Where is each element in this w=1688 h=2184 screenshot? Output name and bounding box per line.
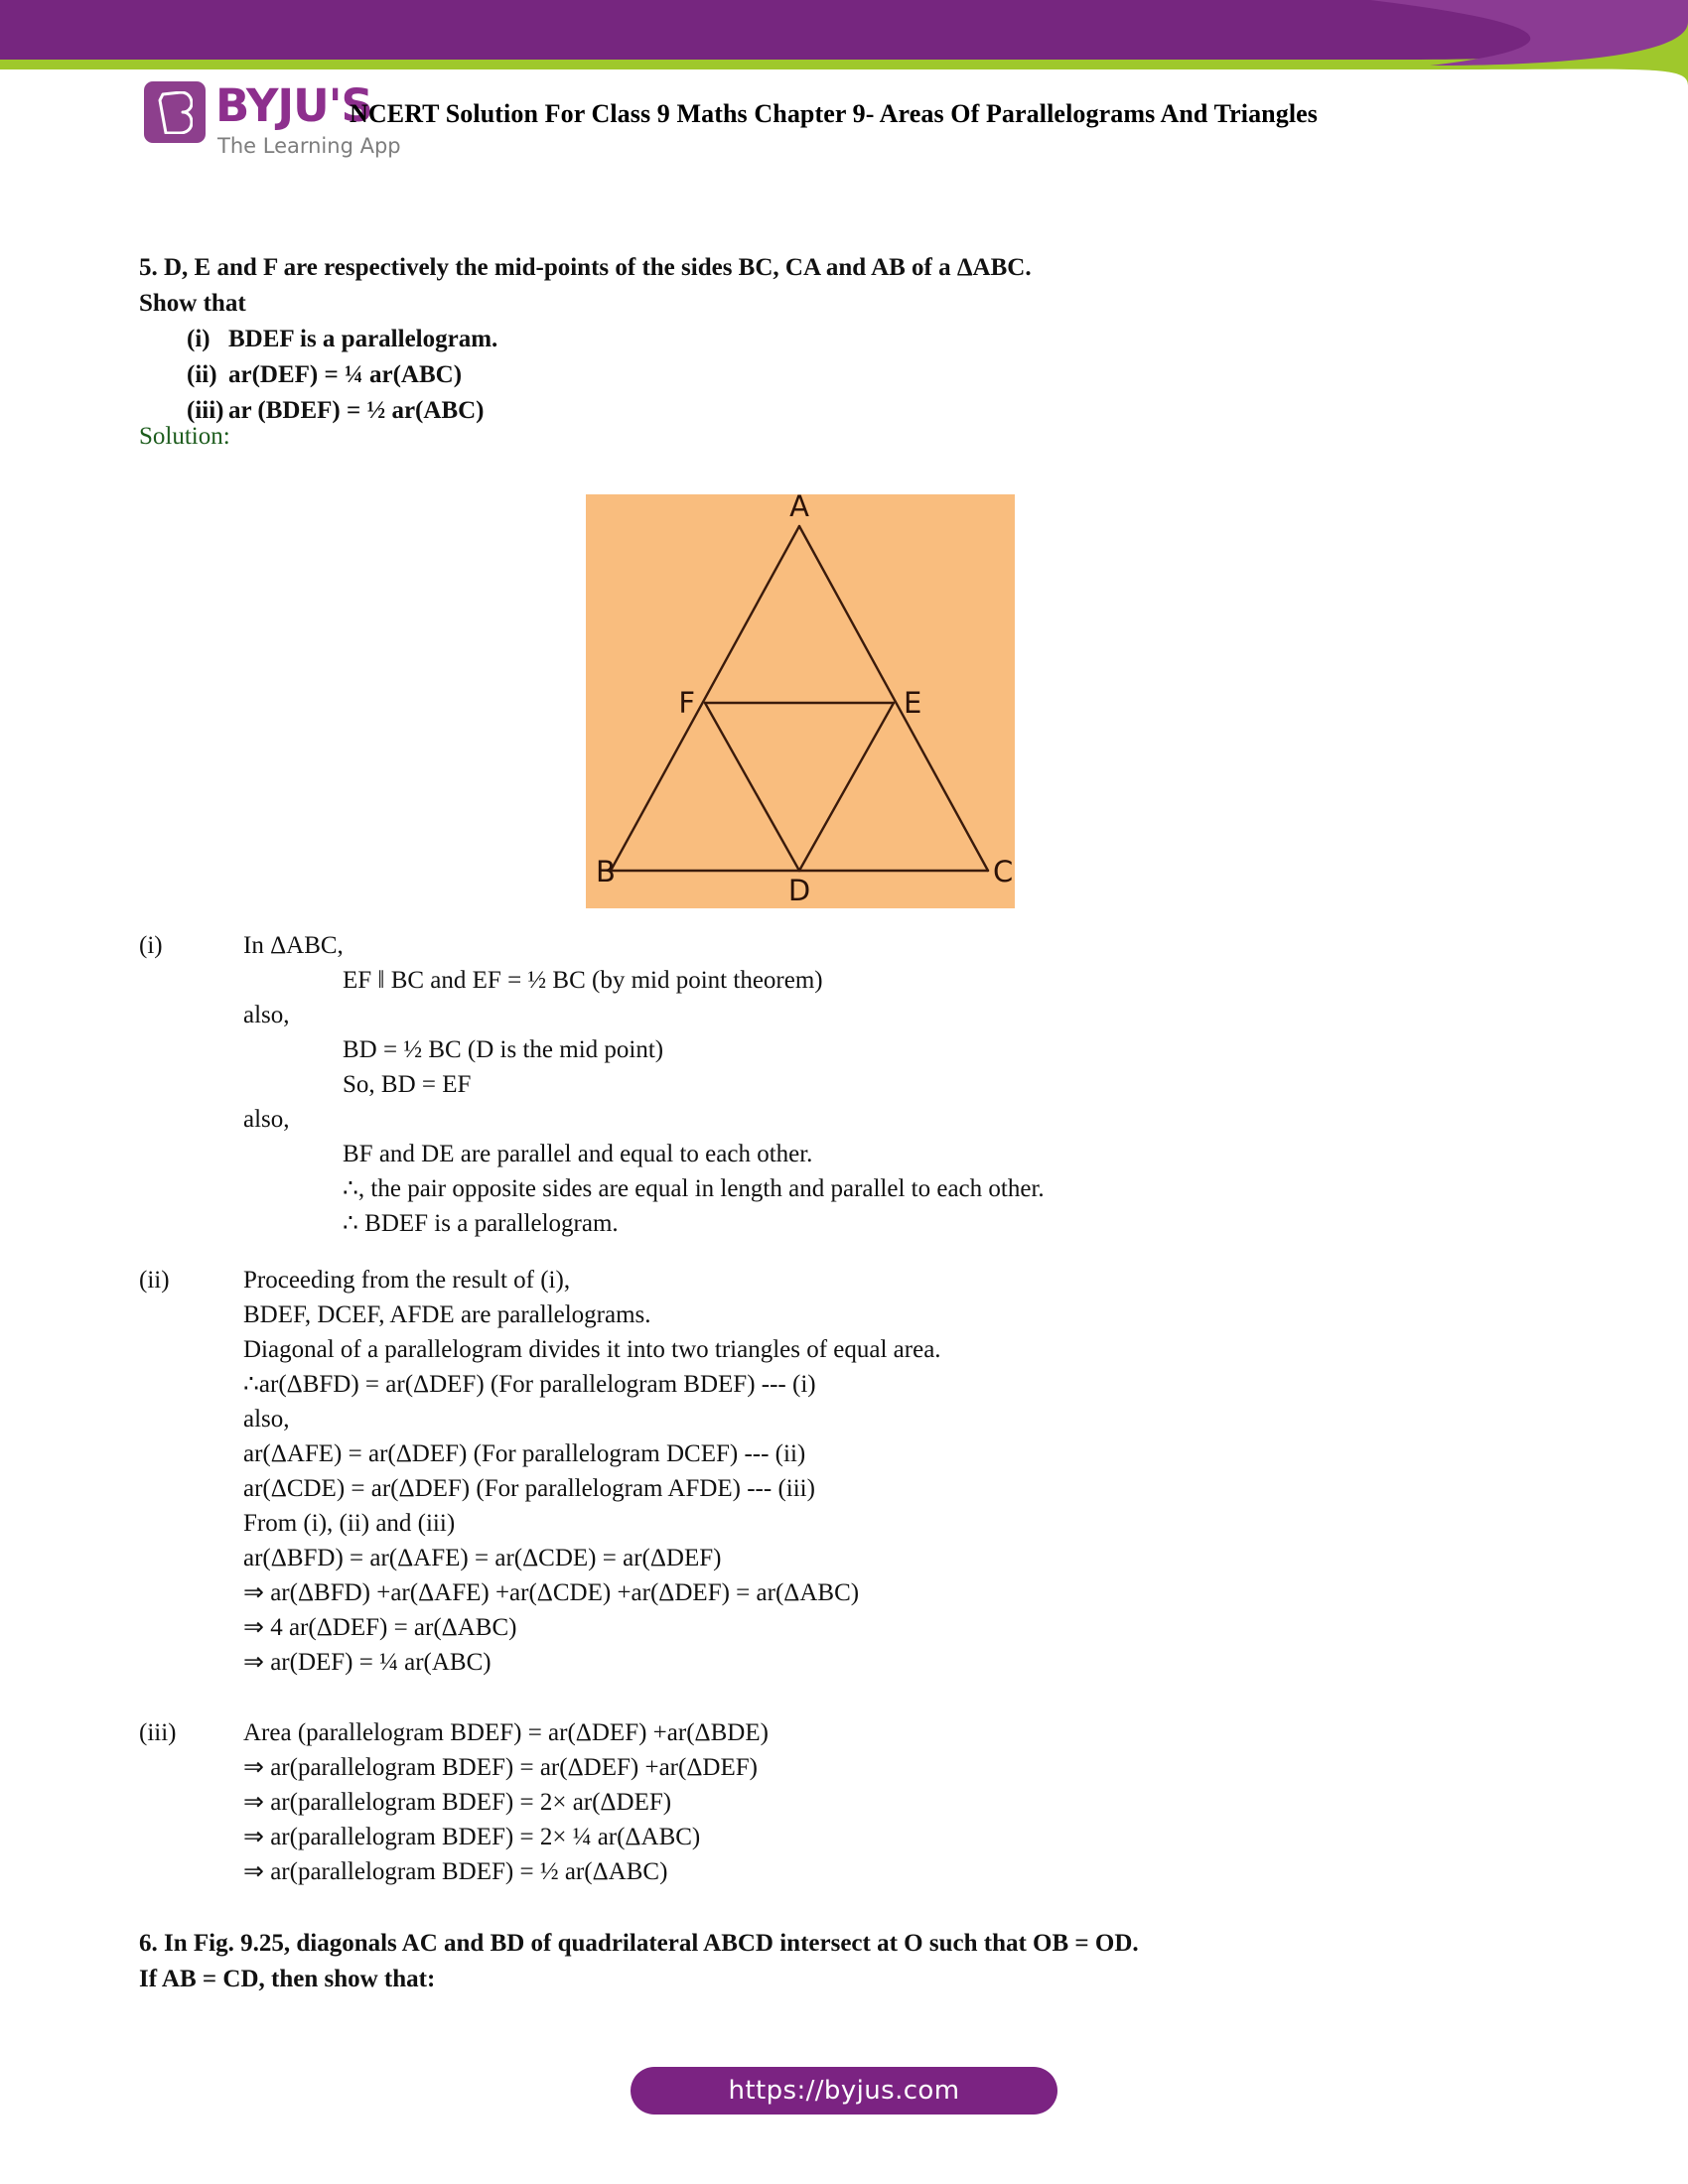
- part-marker-ii: (ii): [187, 361, 217, 388]
- proof-iii-row-1: ⇒ ar(parallelogram BDEF) = ar(ΔDEF) +ar(ΔDEF): [243, 1754, 758, 1781]
- proof-i-row-5: also,: [243, 1106, 290, 1133]
- proof-i-row-4: So, BD = EF: [343, 1071, 472, 1098]
- vertex-label-c: C: [993, 855, 1014, 888]
- vertex-label-a: A: [789, 494, 809, 523]
- question-5-part-ii: [187, 357, 1549, 393]
- question-5-part-i: [187, 322, 1549, 357]
- solution-label: Solution:: [139, 423, 230, 450]
- proof-i-row-6: BF and DE are parallel and equal to each other.: [343, 1141, 813, 1167]
- part-text-ii: ar(DEF) = ¼ ar(ABC): [228, 361, 463, 388]
- proof-ii-row-3: ∴ar(ΔBFD) = ar(ΔDEF) (For parallelogram BDEF) --- (i): [243, 1371, 816, 1398]
- proof-i-row-2: also,: [243, 1002, 290, 1028]
- question-6-line-2: If AB = CD, then show that:: [139, 1966, 436, 1992]
- question-6-line-1: 6. In Fig. 9.25, diagonals AC and BD of quadrilateral ABCD intersect at O such that OB = OD.: [139, 1930, 1139, 1957]
- proof-iii-row-3: ⇒ ar(parallelogram BDEF) = 2× ¼ ar(ΔABC): [243, 1824, 701, 1850]
- proof-iii-text-0: Area (parallelogram BDEF) = ar(ΔDEF) +ar(ΔBDE): [243, 1719, 769, 1746]
- proof-part-ii: [139, 1263, 1579, 1680]
- vertex-label-b: B: [596, 855, 616, 888]
- proof-ii-row-4: also,: [243, 1406, 290, 1433]
- vertex-label-d: D: [787, 874, 811, 907]
- proof-iii-marker: (iii): [139, 1719, 177, 1746]
- question-5-line-1: 5. D, E and F are respectively the mid-points of the sides BC, CA and AB of a ΔABC.: [139, 254, 1032, 281]
- header-purple-band: [0, 0, 1688, 60]
- footer-url-label: https://byjus.com: [728, 2076, 960, 2106]
- vertex-label-f: F: [678, 686, 695, 720]
- question-5-part-iii: [187, 393, 1549, 429]
- footer-url-button[interactable]: [631, 2067, 1057, 2115]
- proof-part-i: [139, 928, 1579, 1241]
- proof-part-iii: [139, 1715, 1579, 1889]
- part-marker-iii: (iii): [187, 397, 224, 424]
- byjus-b-logo-icon: [144, 81, 206, 143]
- proof-i-text-0: In ΔABC,: [243, 932, 344, 959]
- proof-i-row-0: [139, 928, 1579, 963]
- proof-ii-row-1: BDEF, DCEF, AFDE are parallelograms.: [243, 1301, 651, 1328]
- proof-i-row-1: EF ‖ BC and EF = ½ BC (by mid point theorem): [343, 967, 823, 994]
- proof-ii-row-11: ⇒ ar(DEF) = ¼ ar(ABC): [243, 1649, 492, 1676]
- edge-de: [799, 703, 894, 871]
- proof-ii-row-0: [139, 1263, 1579, 1297]
- proof-i-row-3: BD = ½ BC (D is the mid point): [343, 1036, 664, 1063]
- proof-i-marker: (i): [139, 932, 163, 959]
- part-text-iii: ar (BDEF) = ½ ar(ABC): [228, 397, 485, 424]
- logo-wordmark: BYJU'S: [215, 79, 372, 132]
- question-6-block: [139, 1926, 1549, 1997]
- proof-ii-row-2: Diagonal of a parallelogram divides it into two triangles of equal area.: [243, 1336, 941, 1363]
- edge-fd: [705, 703, 799, 871]
- figure-triangle-abc: [586, 494, 1015, 908]
- proof-ii-marker: (ii): [139, 1267, 170, 1294]
- proof-ii-row-9: ⇒ ar(ΔBFD) +ar(ΔAFE) +ar(ΔCDE) +ar(ΔDEF) = ar(ΔABC): [243, 1579, 860, 1606]
- proof-iii-row-2: ⇒ ar(parallelogram BDEF) = 2× ar(ΔDEF): [243, 1789, 672, 1816]
- proof-ii-row-6: ar(ΔCDE) = ar(ΔDEF) (For parallelogram AFDE) --- (iii): [243, 1475, 815, 1502]
- vertex-label-e: E: [904, 686, 922, 720]
- proof-ii-row-5: ar(ΔAFE) = ar(ΔDEF) (For parallelogram DCEF) --- (ii): [243, 1440, 806, 1467]
- part-text-i: BDEF is a parallelogram.: [228, 326, 498, 352]
- proof-ii-row-10: ⇒ 4 ar(ΔDEF) = ar(ΔABC): [243, 1614, 517, 1641]
- proof-i-row-8: ∴ BDEF is a parallelogram.: [343, 1210, 619, 1237]
- proof-ii-text-0: Proceeding from the result of (i),: [243, 1267, 571, 1294]
- proof-ii-row-7: From (i), (ii) and (iii): [243, 1510, 456, 1537]
- proof-ii-row-8: ar(ΔBFD) = ar(ΔAFE) = ar(ΔCDE) = ar(ΔDEF): [243, 1545, 722, 1571]
- question-5-block: [139, 250, 1549, 429]
- proof-i-row-7: ∴, the pair opposite sides are equal in length and parallel to each other.: [343, 1175, 1045, 1202]
- question-5-line-2: Show that: [139, 290, 246, 317]
- logo-tagline: The Learning App: [217, 134, 401, 158]
- page-title: NCERT Solution For Class 9 Maths Chapter 9- Areas Of Parallelograms And Triangles: [350, 99, 1319, 128]
- part-marker-i: (i): [187, 326, 211, 352]
- proof-iii-row-4: ⇒ ar(parallelogram BDEF) = ½ ar(ΔABC): [243, 1858, 668, 1885]
- proof-iii-row-0: [139, 1715, 1579, 1750]
